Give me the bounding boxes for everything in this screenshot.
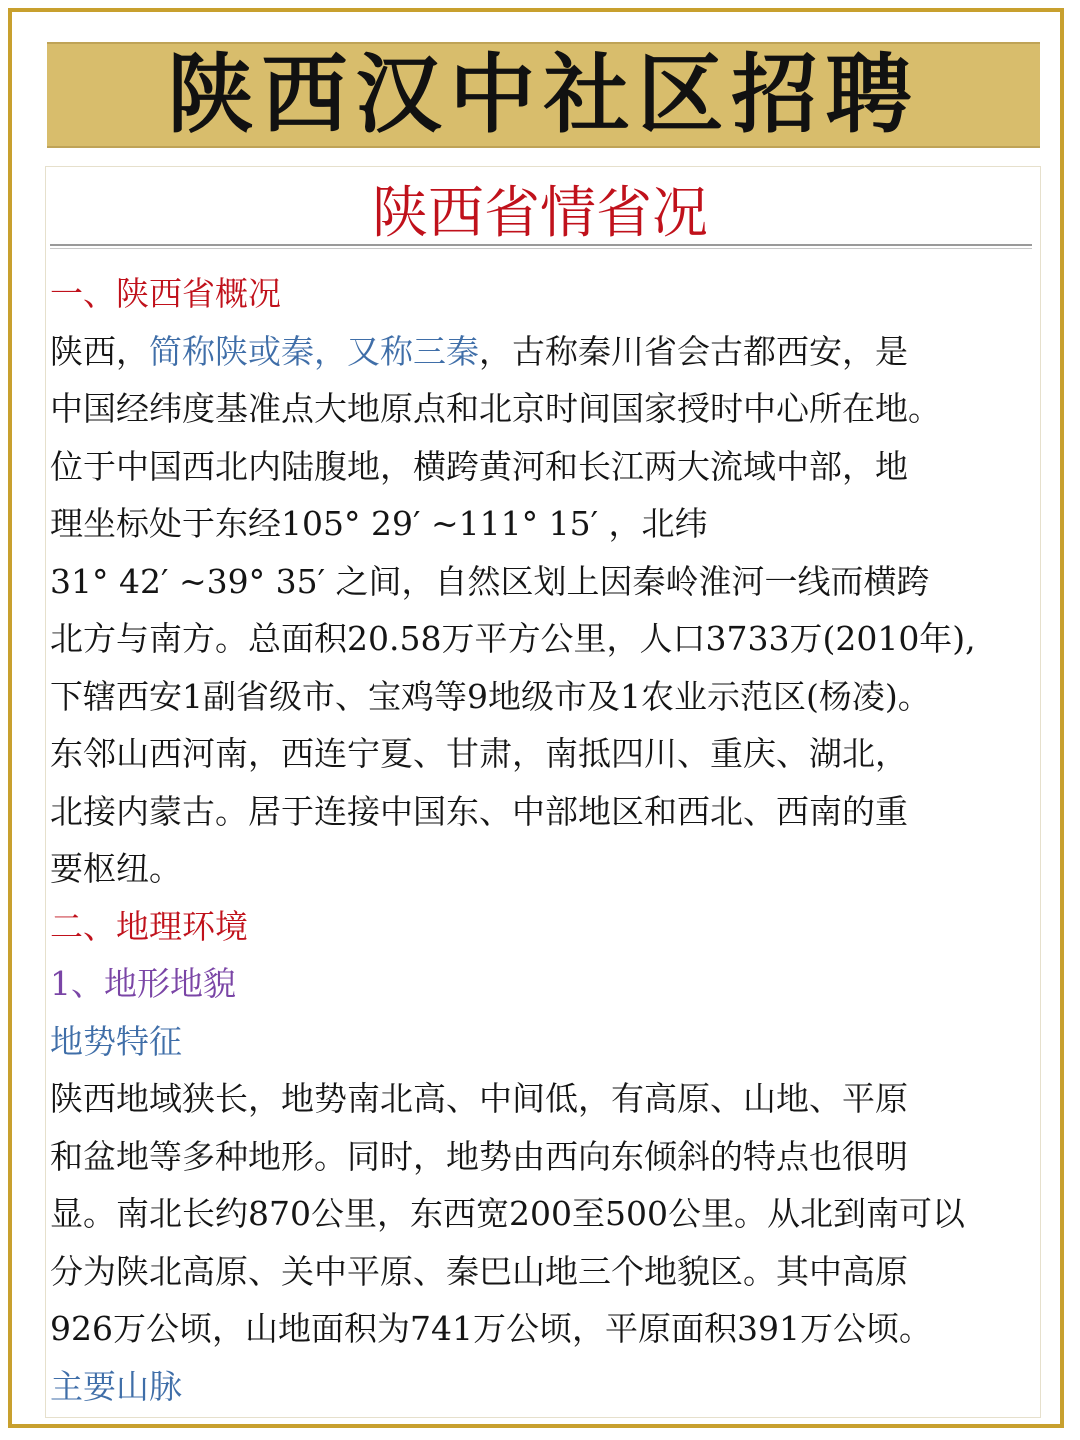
section1-line: 中国经纬度基准点大地原点和北京时间国家授时中心所在地。 (50, 389, 941, 428)
section2-subheading: 1、地形地貌 (50, 964, 236, 1003)
section1-line: 31° 42′ ~39° 35′ 之间，自然区划上因秦岭淮河一线而横跨 (50, 561, 930, 601)
section1-intro-line (50, 323, 1050, 381)
page-subtitle: 陕西省情省况 (372, 181, 708, 246)
section1-line: 下辖西安1副省级市、宝鸡等9地级市及1农业示范区(杨凌)。 (50, 676, 931, 716)
section1-line: 位于中国西北内陆腹地，横跨黄河和长江两大流域中部，地 (50, 446, 908, 486)
section1-line: 东邻山西河南，西连宁夏、甘肃，南抵四川、重庆、湖北， (50, 734, 908, 773)
banner-title: 陕西汉中社区招聘 (167, 45, 920, 145)
section2-line: 926万公顷，山地面积为741万公顷，平原面积391万公顷。 (50, 1309, 932, 1348)
topic-main-mountains: 主要山脉 (50, 1366, 182, 1406)
section1-line: 理坐标处于东经105° 29′ ~111° 15′ ，北纬 (50, 504, 708, 543)
intro-suffix: ，古称秦川省会古都西安，是 (479, 331, 908, 371)
section2-line: 和盆地等多种地形。同时，地势由西向东倾斜的特点也很明 (50, 1136, 908, 1176)
topic-terrain-features: 地势特征 (50, 1021, 182, 1061)
article-body (50, 265, 1050, 1415)
section2-heading: 二、地理环境 (50, 906, 248, 946)
section1-line: 要枢纽。 (50, 849, 182, 888)
section2-line: 陕西地域狭长，地势南北高、中间低，有高原、山地、平原 (50, 1079, 908, 1118)
subtitle-divider (50, 244, 1032, 249)
section1-line: 北方与南方。总面积20.58万平方公里，人口3733万(2010年), (50, 619, 976, 658)
intro-highlight: 简称陕或秦，又称三秦 (149, 331, 479, 371)
title-banner (47, 42, 1040, 148)
intro-prefix: 陕西， (50, 331, 149, 371)
section2-line: 分为陕北高原、关中平原、秦巴山地三个地貌区。其中高原 (50, 1251, 908, 1291)
section2-line: 显。南北长约870公里，东西宽200至500公里。从北到南可以 (50, 1194, 965, 1233)
section1-heading: 一、陕西省概况 (50, 274, 281, 313)
section1-line: 北接内蒙古。居于连接中国东、中部地区和西北、西南的重 (50, 791, 908, 831)
